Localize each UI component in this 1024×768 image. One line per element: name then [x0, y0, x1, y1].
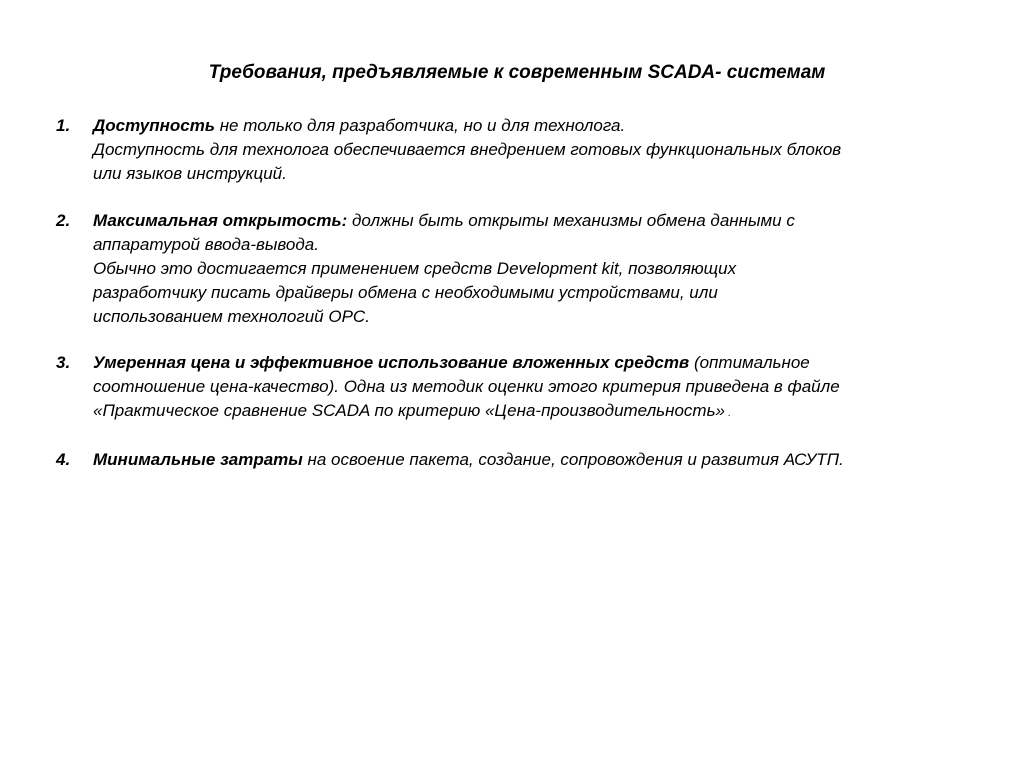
- item-line: [93, 209, 993, 233]
- item-body: [93, 209, 993, 329]
- item-text: Доступность для технолога обеспечивается внедрением готовых функциональных блоков: [93, 140, 842, 159]
- item-text: разработчику писать драйверы обмена с необходимыми устройствами, или: [93, 283, 718, 302]
- page-title: Требования, предъявляемые к современным SCADA- системам: [208, 62, 826, 83]
- item-number: 4.: [56, 450, 71, 469]
- item-heading: Умеренная цена и эффективное использование вложенных средств: [93, 353, 690, 372]
- item-text: на освоение пакета, создание, сопровождения и развития АСУТП.: [302, 450, 844, 469]
- item-text: Обычно это достигается применением средств Development kit, позволяющих: [93, 259, 737, 278]
- item-heading: Минимальные затраты: [93, 450, 303, 469]
- item-text: аппаратурой ввода-вывода.: [93, 235, 319, 254]
- item-body: [93, 114, 993, 186]
- item-text: использованием технологий OPC.: [93, 307, 370, 326]
- item-heading: Максимальная открытость:: [93, 211, 348, 230]
- item-text: (оптимальное: [689, 353, 810, 372]
- item-body: [93, 351, 993, 426]
- item-number: 2.: [56, 211, 71, 230]
- item-number: 3.: [56, 353, 71, 372]
- item-body: [93, 448, 993, 472]
- item-line: [93, 399, 993, 426]
- item-line: [93, 448, 993, 472]
- item-text: «Практическое сравнение SCADA по критерию «Цена-производительность»: [93, 401, 725, 420]
- item-heading: Доступность: [93, 116, 215, 135]
- item-text: не только для разработчика, но и для технолога.: [214, 116, 626, 135]
- item-text: или языков инструкций.: [93, 164, 287, 183]
- item-text: должны быть открыты механизмы обмена данными с: [347, 211, 795, 230]
- item-line: [93, 114, 993, 138]
- item-number: 1.: [56, 116, 71, 135]
- item-text-tail: .: [724, 408, 731, 419]
- item-text: соотношение цена-качество). Одна из методик оценки этого критерия приведена в файле: [93, 377, 840, 396]
- item-line: [93, 351, 993, 375]
